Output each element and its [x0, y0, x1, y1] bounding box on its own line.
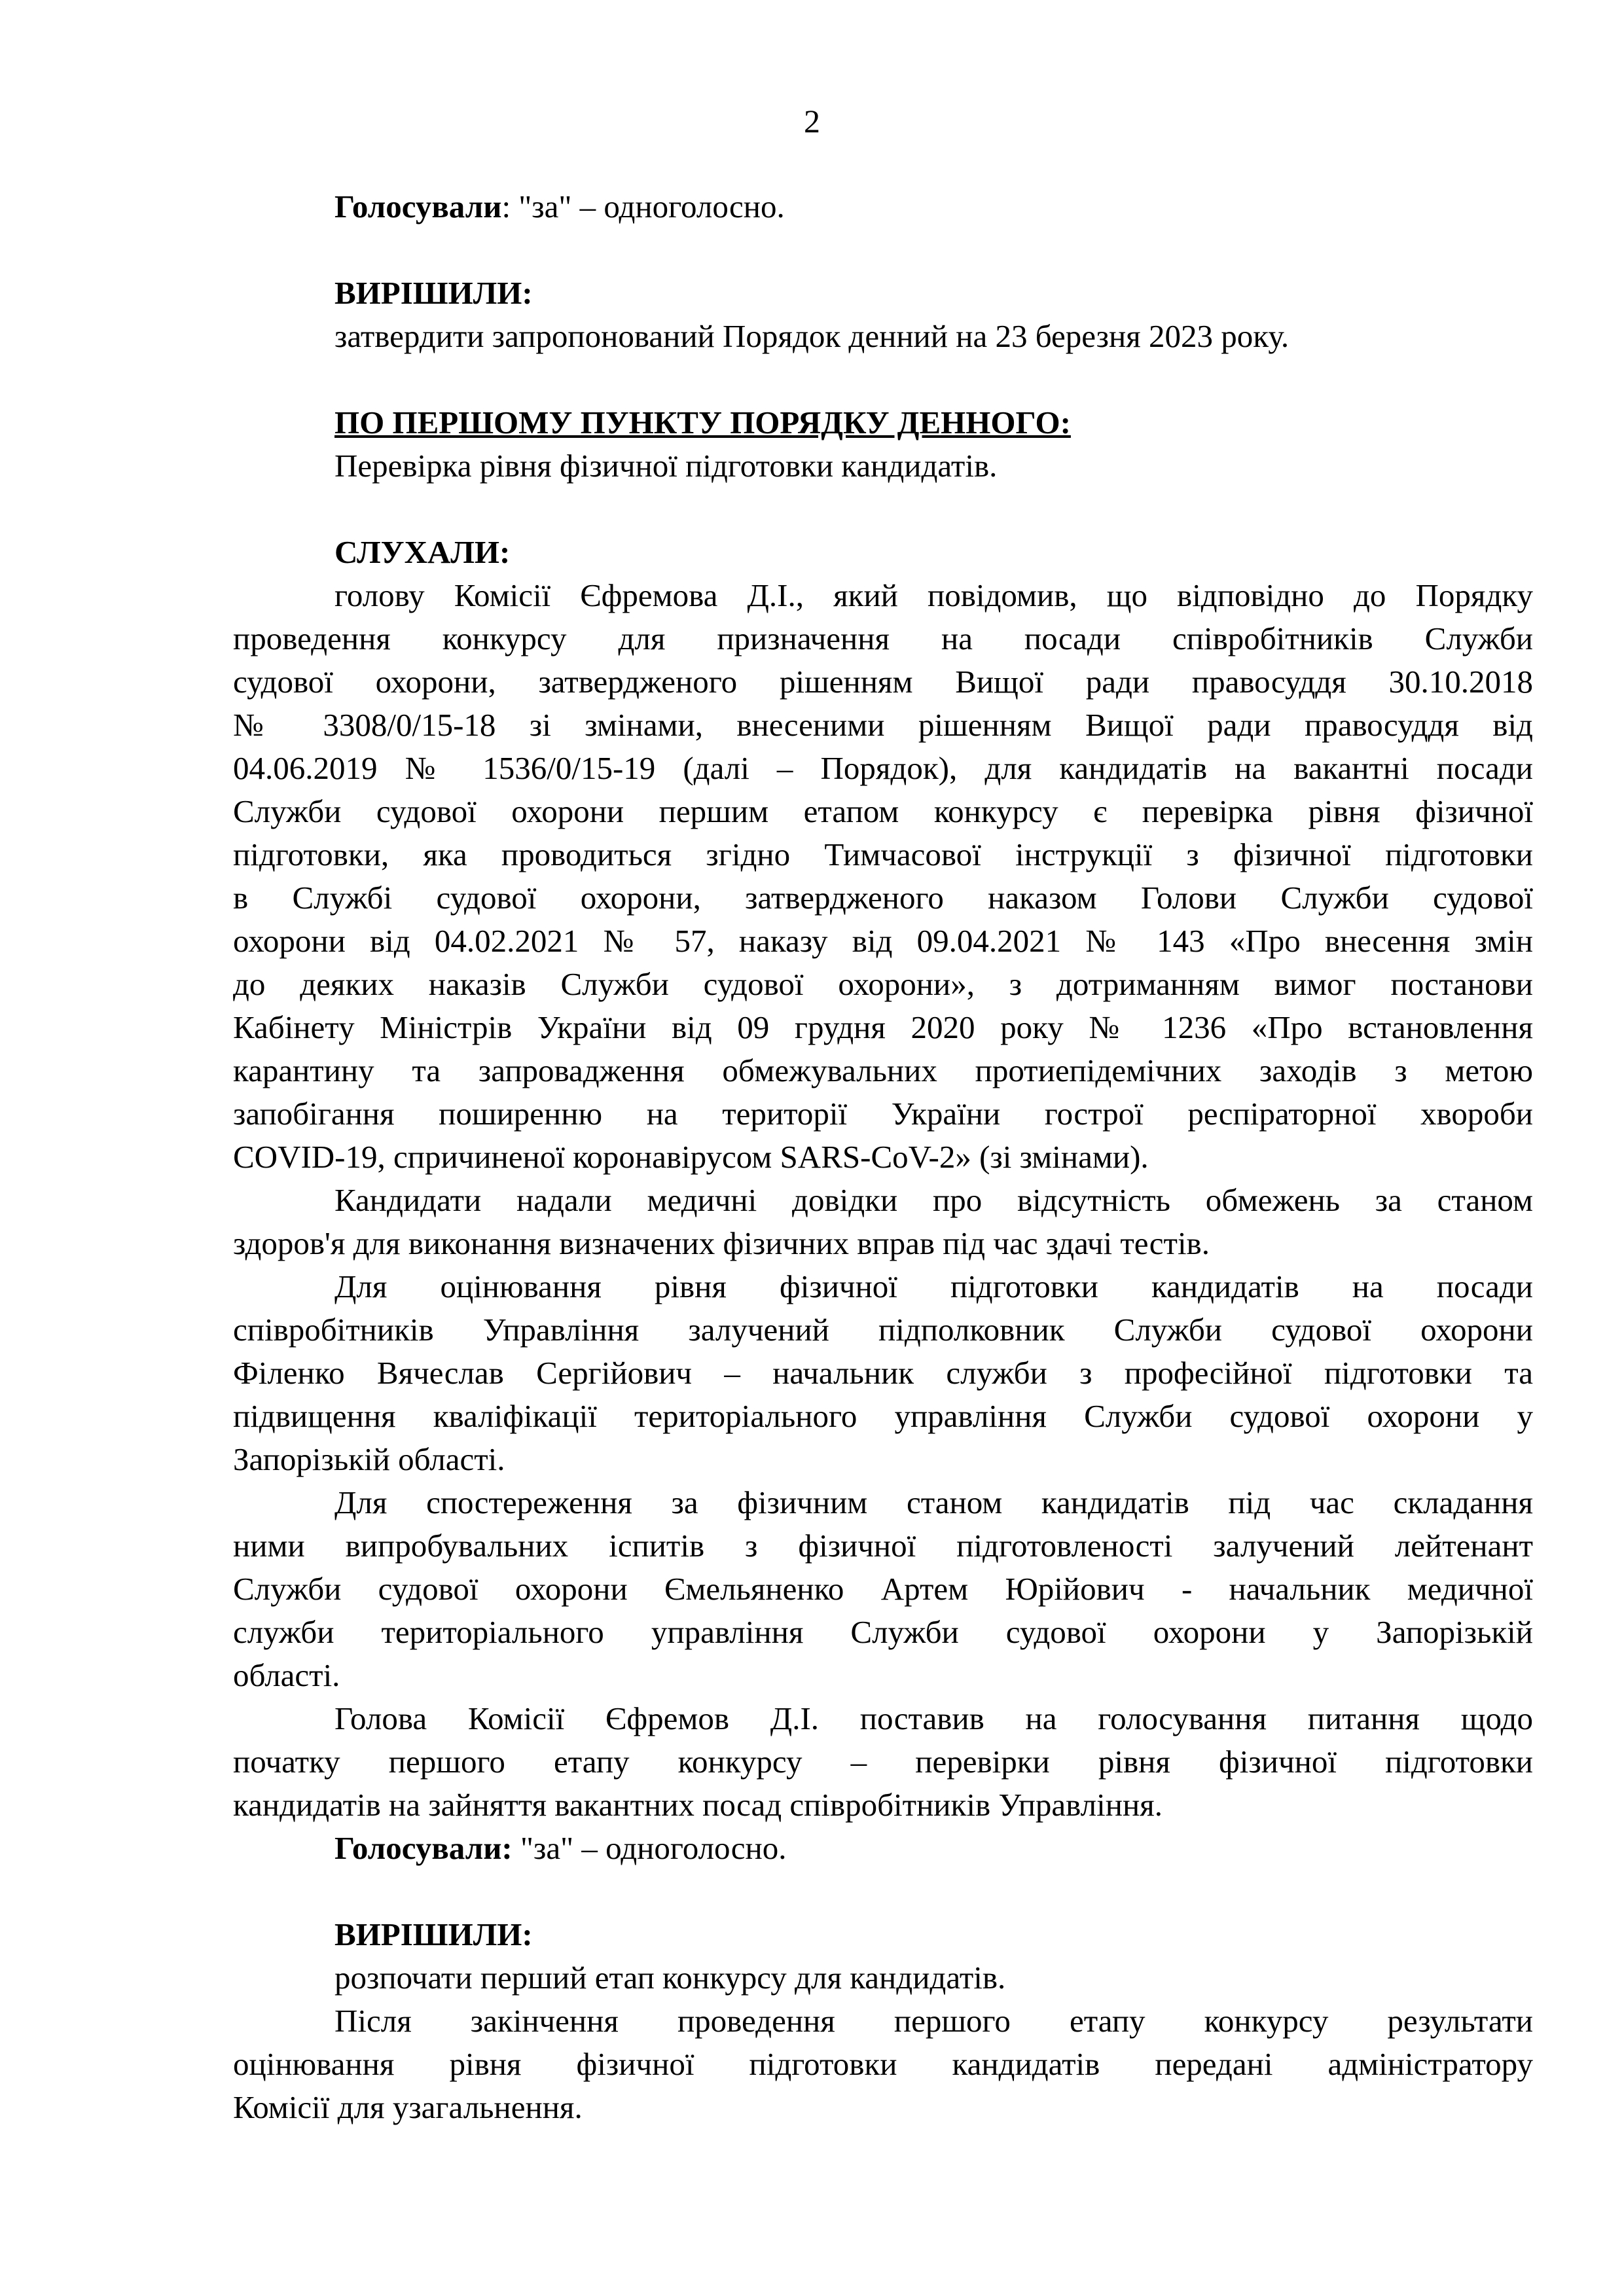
text-line: області.: [233, 1657, 340, 1693]
decision-1-heading: ВИРІШИЛИ:: [334, 275, 533, 311]
text-line: в Службі судової охорони, затвердженого наказом Голови Служби судової: [233, 880, 1533, 916]
text-line: співробітників Управління залучений підполковник Служби судової охорони: [233, 1312, 1533, 1348]
text-line: здоров'я для виконання визначених фізичних вправ під час здачі тестів.: [233, 1225, 1210, 1261]
text-line: карантину та запровадження обмежувальних протиепідемічних заходів з метою: [233, 1052, 1533, 1088]
text-line: 04.06.2019 № 1536/0/15-19 (далі – Порядок), для кандидатів на вакантні посади: [233, 750, 1533, 786]
decision-2-heading: ВИРІШИЛИ:: [334, 1916, 533, 1952]
text-line: проведення конкурсу для призначення на посади співробітників Служби: [233, 620, 1533, 656]
decision-2-text: розпочати перший етап конкурсу для кандидатів.: [334, 1960, 1006, 1996]
text-line: Кабінету Міністрів України від 09 грудня 2020 року № 1236 «Про встановлення: [233, 1009, 1533, 1045]
text-line: Після закінчення проведення першого етапу конкурсу результати: [334, 2003, 1533, 2039]
text-line: служби територіального управління Служби судової охорони у Запорізькій: [233, 1614, 1533, 1650]
text-line: до деяких наказів Служби судової охорони», з дотриманням вимог постанови: [233, 966, 1533, 1002]
heard-body: [233, 574, 1533, 1179]
heard-heading: СЛУХАЛИ:: [334, 534, 511, 570]
text-line: Філенко Вячеслав Сергійович – начальник служби з професійної підготовки та: [233, 1355, 1533, 1391]
decision-1-text: затвердити запропонований Порядок денний на 23 березня 2023 року.: [334, 318, 1290, 354]
page-number: 2: [804, 103, 820, 139]
heard-section: [233, 531, 1533, 1179]
text-line: ними випробувальних іспитів з фізичної підготовленості залучений лейтенант: [233, 1528, 1533, 1564]
text-line: оцінювання рівня фізичної підготовки кандидатів передані адміністратору: [233, 2046, 1533, 2082]
agenda-item-1-heading: ПО ПЕРШОМУ ПУНКТУ ПОРЯДКУ ДЕННОГО:: [334, 404, 1071, 440]
paragraph-after: [233, 2000, 1533, 2129]
agenda-item-1-text: Перевірка рівня фізичної підготовки кандидатів.: [334, 448, 998, 484]
text-line: початку першого етапу конкурсу – перевірки рівня фізичної підготовки: [233, 1744, 1533, 1780]
decision-2: [233, 1913, 1533, 2000]
agenda-item-1: [233, 401, 1533, 488]
text-line: кандидатів на зайняття вакантних посад співробітників Управління.: [233, 1787, 1163, 1823]
vote-1-text: : "за" – одноголосно.: [501, 188, 785, 224]
paragraph-observer: [233, 1481, 1533, 1697]
paragraph-vote-call: [233, 1697, 1533, 1827]
text-line: підвищення кваліфікації територіального управління Служби судової охорони у: [233, 1398, 1533, 1434]
text-line: Запорізькій області.: [233, 1441, 505, 1477]
text-line: Кандидати надали медичні довідки про відсутність обмежень за станом: [334, 1182, 1533, 1218]
text-line: підготовки, яка проводиться згідно Тимчасової інструкції з фізичної підготовки: [233, 836, 1533, 872]
decision-1: [233, 272, 1533, 358]
text-line: судової охорони, затвердженого рішенням Вищої ради правосуддя 30.10.2018: [233, 664, 1533, 700]
text-line: Служби судової охорони Ємельяненко Артем Юрійович - начальник медичної: [233, 1571, 1533, 1607]
text-line: Для оцінювання рівня фізичної підготовки кандидатів на посади: [334, 1268, 1533, 1304]
vote-2: [233, 1827, 1533, 1870]
text-line: COVID-19, спричиненої коронавірусом SARS-CoV-2» (зі змінами).: [233, 1139, 1149, 1175]
text-line: Комісії для узагальнення.: [233, 2089, 583, 2125]
text-line: Служби судової охорони першим етапом конкурсу є перевірка рівня фізичної: [233, 793, 1533, 829]
text-line: Голова Комісії Єфремов Д.І. поставив на голосування питання щодо: [334, 1700, 1533, 1736]
text-line: Для спостереження за фізичним станом кандидатів під час складання: [334, 1484, 1533, 1520]
text-line: голову Комісії Єфремова Д.І., який повідомив, що відповідно до Порядку: [334, 577, 1533, 613]
vote-1-label: Голосували: [334, 188, 502, 224]
vote-1: [233, 185, 1533, 228]
paragraph-evaluator: [233, 1265, 1533, 1481]
text-line: № 3308/0/15-18 зі змінами, внесеними рішенням Вищої ради правосуддя від: [233, 707, 1533, 743]
vote-2-text: "за" – одноголосно.: [512, 1830, 787, 1866]
paragraph-medical: [233, 1179, 1533, 1265]
text-line: запобігання поширенню на території України гострої респіраторної хвороби: [233, 1096, 1533, 1132]
vote-2-label: Голосували:: [334, 1830, 513, 1866]
text-line: охорони від 04.02.2021 № 57, наказу від 09.04.2021 № 143 «Про внесення змін: [233, 923, 1533, 959]
